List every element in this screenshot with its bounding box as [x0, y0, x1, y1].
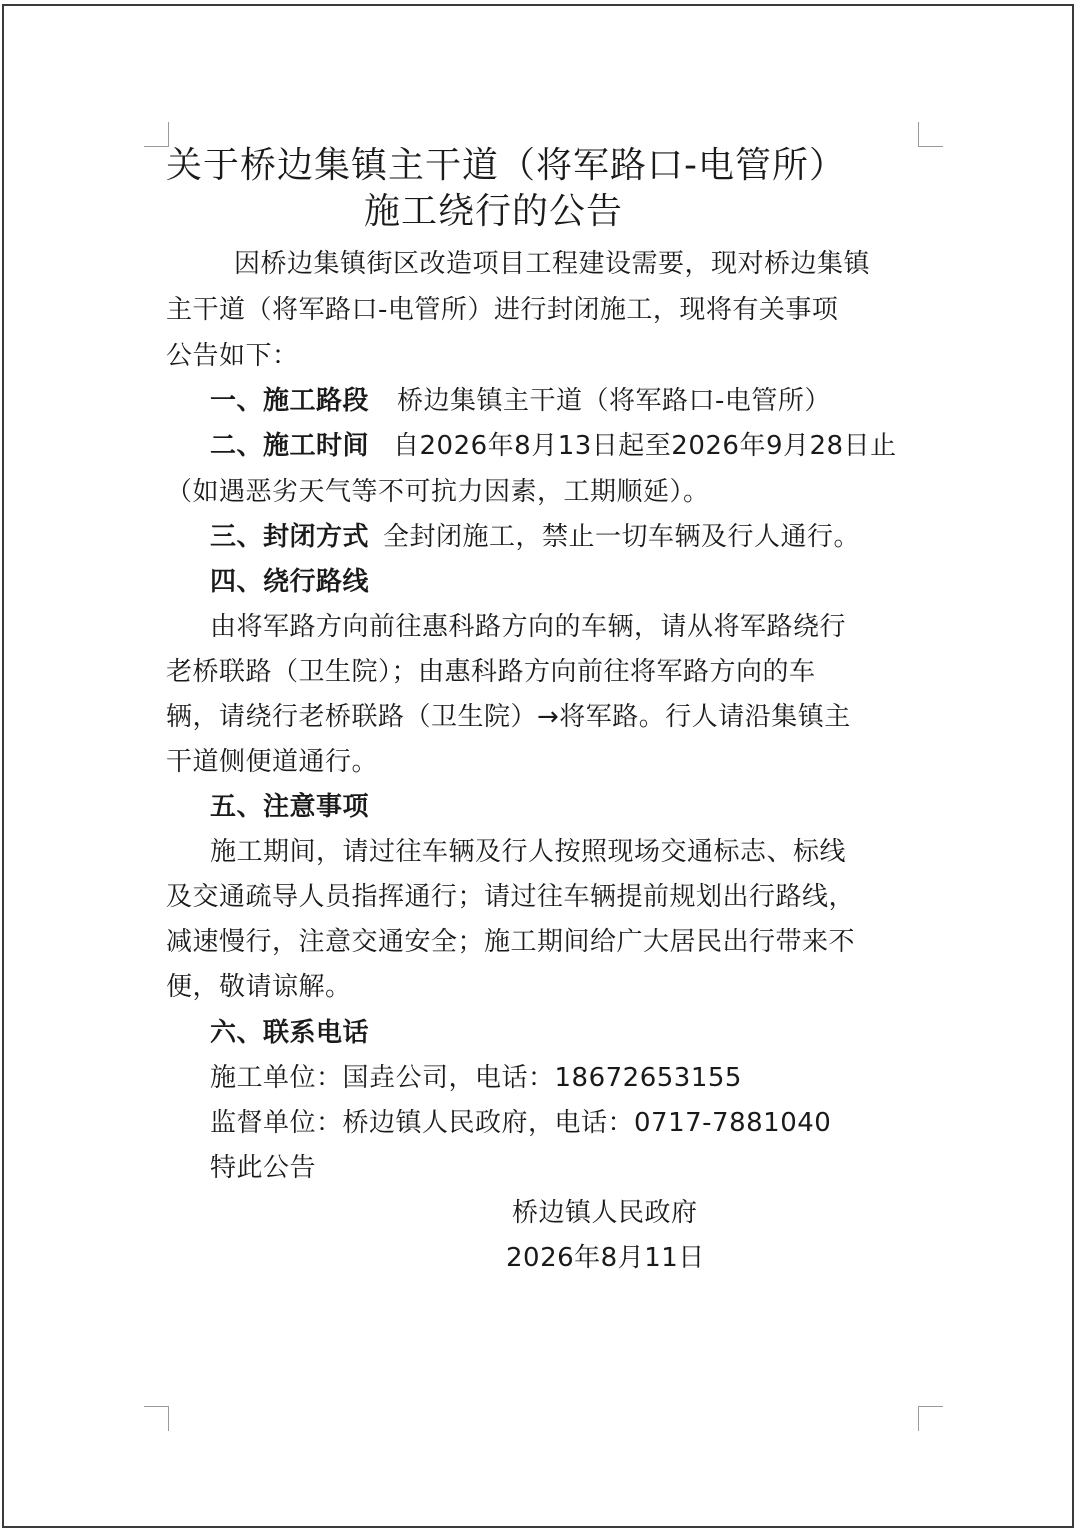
margin-mark-bottom-right	[918, 1406, 943, 1431]
supervisor-contact: 监督单位：桥边镇人民政府，电话：0717-7881040	[210, 1108, 832, 1138]
section-1-heading: 一、施工路段	[210, 386, 370, 416]
intro-line-2: 主干道（将军路口-电管所）进行封闭施工，现将有关事项	[166, 295, 839, 325]
section-5-line-1: 施工期间，请过往车辆及行人按照现场交通标志、标线	[210, 837, 847, 867]
section-5-line-4: 便，敬请谅解。	[166, 972, 352, 1002]
contractor-contact: 施工单位：国垚公司，电话：18672653155	[210, 1063, 742, 1093]
section-2-heading: 二、施工时间	[210, 431, 370, 461]
section-5-line-3: 减速慢行，注意交通安全；施工期间给广大居民出行带来不	[166, 927, 856, 957]
section-5-heading: 五、注意事项	[210, 792, 370, 822]
title-line-1: 关于桥边集镇主干道（将军路口-电管所）	[166, 145, 846, 186]
intro-line-3: 公告如下：	[166, 341, 299, 371]
issuer-name: 桥边镇人民政府	[512, 1198, 698, 1228]
intro-line-1: 因桥边集镇街区改造项目工程建设需要，现对桥边集镇	[234, 249, 871, 279]
section-4-line-1: 由将军路方向前往惠科路方向的车辆，请从将军路绕行	[210, 612, 847, 642]
issue-date: 2026年8月11日	[506, 1243, 705, 1273]
margin-mark-top-right	[918, 122, 943, 147]
document-page	[2, 4, 1074, 1528]
section-4-line-4: 干道侧便道通行。	[166, 747, 379, 777]
section-1-row	[210, 385, 831, 417]
title-line-2: 施工绕行的公告	[364, 191, 624, 232]
section-4-heading: 四、绕行路线	[210, 567, 370, 597]
section-2-continuation: （如遇恶劣天气等不可抗力因素，工期顺延）。	[166, 477, 710, 507]
section-2-row	[210, 430, 897, 462]
section-2-text: 自2026年8月13日起至2026年9月28日止	[393, 431, 897, 461]
section-1-text: 桥边集镇主干道（将军路口-电管所）	[397, 386, 831, 416]
closing-text: 特此公告	[210, 1153, 317, 1183]
section-3-heading: 三、封闭方式	[210, 522, 370, 552]
section-4-line-3: 辆，请绕行老桥联路（卫生院）→将军路。行人请沿集镇主	[166, 702, 851, 732]
section-4-line-2: 老桥联路（卫生院）；由惠科路方向前往将军路方向的车	[166, 657, 816, 687]
section-3-text: 全封闭施工，禁止一切车辆及行人通行。	[383, 522, 861, 552]
section-3-row	[210, 521, 860, 553]
margin-mark-bottom-left	[144, 1406, 169, 1431]
section-6-heading: 六、联系电话	[210, 1018, 370, 1048]
section-5-line-2: 及交通疏导人员指挥通行；请过往车辆提前规划出行路线，	[166, 882, 856, 912]
